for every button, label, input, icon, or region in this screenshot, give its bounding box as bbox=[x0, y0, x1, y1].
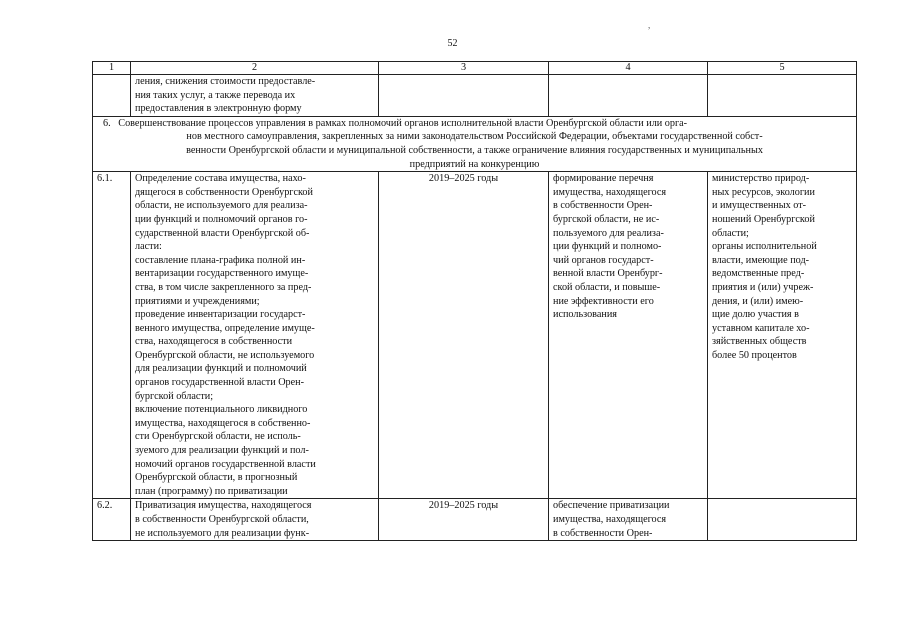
row-description bbox=[131, 172, 379, 499]
cell-line: министерство природ- bbox=[712, 173, 810, 185]
cell-line: ции функций и полномочий органов го- bbox=[135, 213, 308, 225]
cell-line: Приватизация имущества, находящегося bbox=[135, 500, 312, 512]
continuation-responsible bbox=[708, 75, 857, 117]
cell-line: уставном капитале хо- bbox=[712, 322, 810, 334]
cell-line: ние эффективности его bbox=[553, 295, 654, 307]
header-col-1: 1 bbox=[93, 62, 131, 75]
cell-line: бургской области, не ис- bbox=[553, 213, 660, 225]
table-header-row bbox=[93, 62, 857, 75]
cell-line: обеспечение приватизации bbox=[553, 500, 670, 512]
cell-line: ства, в том числе закрепленного за пред- bbox=[135, 281, 312, 293]
scan-speck: , bbox=[648, 20, 651, 30]
cell-line: в собственности Орен- bbox=[553, 200, 653, 212]
cell-line: дения, и (или) имею- bbox=[712, 295, 804, 307]
cell-line: и имущественных от- bbox=[712, 200, 807, 212]
cell-line: ласти: bbox=[135, 241, 162, 253]
row-number: 6.2. bbox=[93, 499, 131, 541]
cell-line: органов государственной власти Орен- bbox=[135, 377, 305, 389]
cell-line: венной власти Оренбург- bbox=[553, 268, 663, 280]
cell-line: приятиями и учреждениями; bbox=[135, 295, 260, 307]
continuation-result bbox=[549, 75, 708, 117]
cell-line: в собственности Оренбургской области, bbox=[135, 514, 309, 525]
cell-line: проведение инвентаризации государст- bbox=[135, 309, 306, 321]
continuation-num bbox=[93, 75, 131, 117]
cell-line: ношений Оренбургской bbox=[712, 213, 815, 225]
measures-table bbox=[92, 61, 857, 541]
cell-line: более 50 процентов bbox=[712, 349, 797, 361]
header-col-4: 4 bbox=[549, 62, 708, 75]
continuation-period bbox=[379, 75, 549, 117]
cell-line: для реализации функций и полномочий bbox=[135, 363, 307, 375]
row-number: 6.1. bbox=[93, 172, 131, 499]
row-description bbox=[131, 499, 379, 541]
cell-line: ства, находящегося в собственности bbox=[135, 336, 293, 348]
cell-line: области; bbox=[712, 227, 749, 239]
cell-line: план (программу) по приватизации bbox=[135, 485, 288, 497]
section-line: предприятий на конкуренцию bbox=[409, 158, 540, 170]
continuation-row bbox=[93, 75, 857, 117]
cell-line: Оренбургской области, в прогнозный bbox=[135, 472, 298, 484]
section-number: 6. bbox=[103, 117, 111, 129]
cell-line: номочий органов государственной власти bbox=[135, 458, 316, 470]
cell-line: органы исполнительной bbox=[712, 241, 817, 253]
cell-line: включение потенциального ликвидного bbox=[135, 404, 308, 416]
row-period: 2019–2025 годы bbox=[379, 172, 549, 499]
cell-line: чий органов государст- bbox=[553, 254, 654, 266]
cell-line: не используемого для реализации функ- bbox=[135, 527, 310, 539]
cell-line: Оренбургской области, не используемого bbox=[135, 349, 315, 361]
row-result bbox=[549, 172, 708, 499]
cell-line: дящегося в собственности Оренбургской bbox=[135, 186, 313, 198]
cell-line: ных ресурсов, экологии bbox=[712, 186, 815, 198]
section-line: венности Оренбургской области и муниципальной собственности, а также ограничение влияния государственных и муниципальных bbox=[186, 144, 763, 156]
table-row bbox=[93, 172, 857, 499]
cell-line: щие долю участия в bbox=[712, 309, 799, 321]
cell-line: власти, имеющие под- bbox=[712, 254, 810, 266]
continuation-description: ления, снижения стоимости предоставле- ния таких услуг, а также перевода их предоставления в электронную форму bbox=[131, 75, 379, 117]
cell-line: пользуемого для реализа- bbox=[553, 227, 664, 239]
page-number: 52 bbox=[447, 38, 458, 49]
cell-line: венного имущества, определение имуще- bbox=[135, 322, 315, 334]
row-responsible bbox=[708, 499, 857, 541]
section-row bbox=[93, 116, 857, 171]
cell-line: в собственности Орен- bbox=[553, 527, 653, 539]
cell-line: имущества, находящегося в собственно- bbox=[135, 417, 311, 429]
cell-line: имущества, находящегося bbox=[553, 514, 667, 525]
section-first-line: Совершенствование процессов управления в рамках полномочий органов исполнительной власти Оренбургской области или орга- bbox=[118, 117, 688, 129]
section-line: нов местного самоуправления, закрепленных за ними законодательством Российской Федерации, объектами государственной собст- bbox=[186, 131, 763, 143]
cell-line: сударственной власти Оренбургской об- bbox=[135, 227, 310, 239]
row-result bbox=[549, 499, 708, 541]
cell-line: приятия и (или) учреж- bbox=[712, 281, 814, 293]
header-col-3: 3 bbox=[379, 62, 549, 75]
header-col-5: 5 bbox=[708, 62, 857, 75]
cell-line: вентаризации государственного имуще- bbox=[135, 268, 309, 280]
cell-line: составление плана-графика полной ин- bbox=[135, 254, 306, 266]
cell-line: формирование перечня bbox=[553, 173, 654, 185]
cell-line: сти Оренбургской области, не исполь- bbox=[135, 431, 301, 443]
cell-line: зуемого для реализации функций и пол- bbox=[135, 445, 309, 457]
cell-line: Определение состава имущества, нахо- bbox=[135, 173, 306, 185]
row-period: 2019–2025 годы bbox=[379, 499, 549, 541]
cell-line: ской области, и повыше- bbox=[553, 281, 661, 293]
cell-line: имущества, находящегося bbox=[553, 186, 667, 198]
header-col-2: 2 bbox=[131, 62, 379, 75]
cell-line: ведомственные пред- bbox=[712, 268, 805, 280]
cell-line: использования bbox=[553, 309, 617, 321]
table-row bbox=[93, 499, 857, 541]
cell-line: бургской области; bbox=[135, 390, 214, 402]
cell-line: ции функций и полномо- bbox=[553, 241, 662, 253]
cell-line: зяйственных обществ bbox=[712, 336, 807, 348]
section-heading bbox=[93, 116, 857, 171]
row-responsible bbox=[708, 172, 857, 499]
cell-line: области, не используемого для реализа- bbox=[135, 200, 308, 212]
